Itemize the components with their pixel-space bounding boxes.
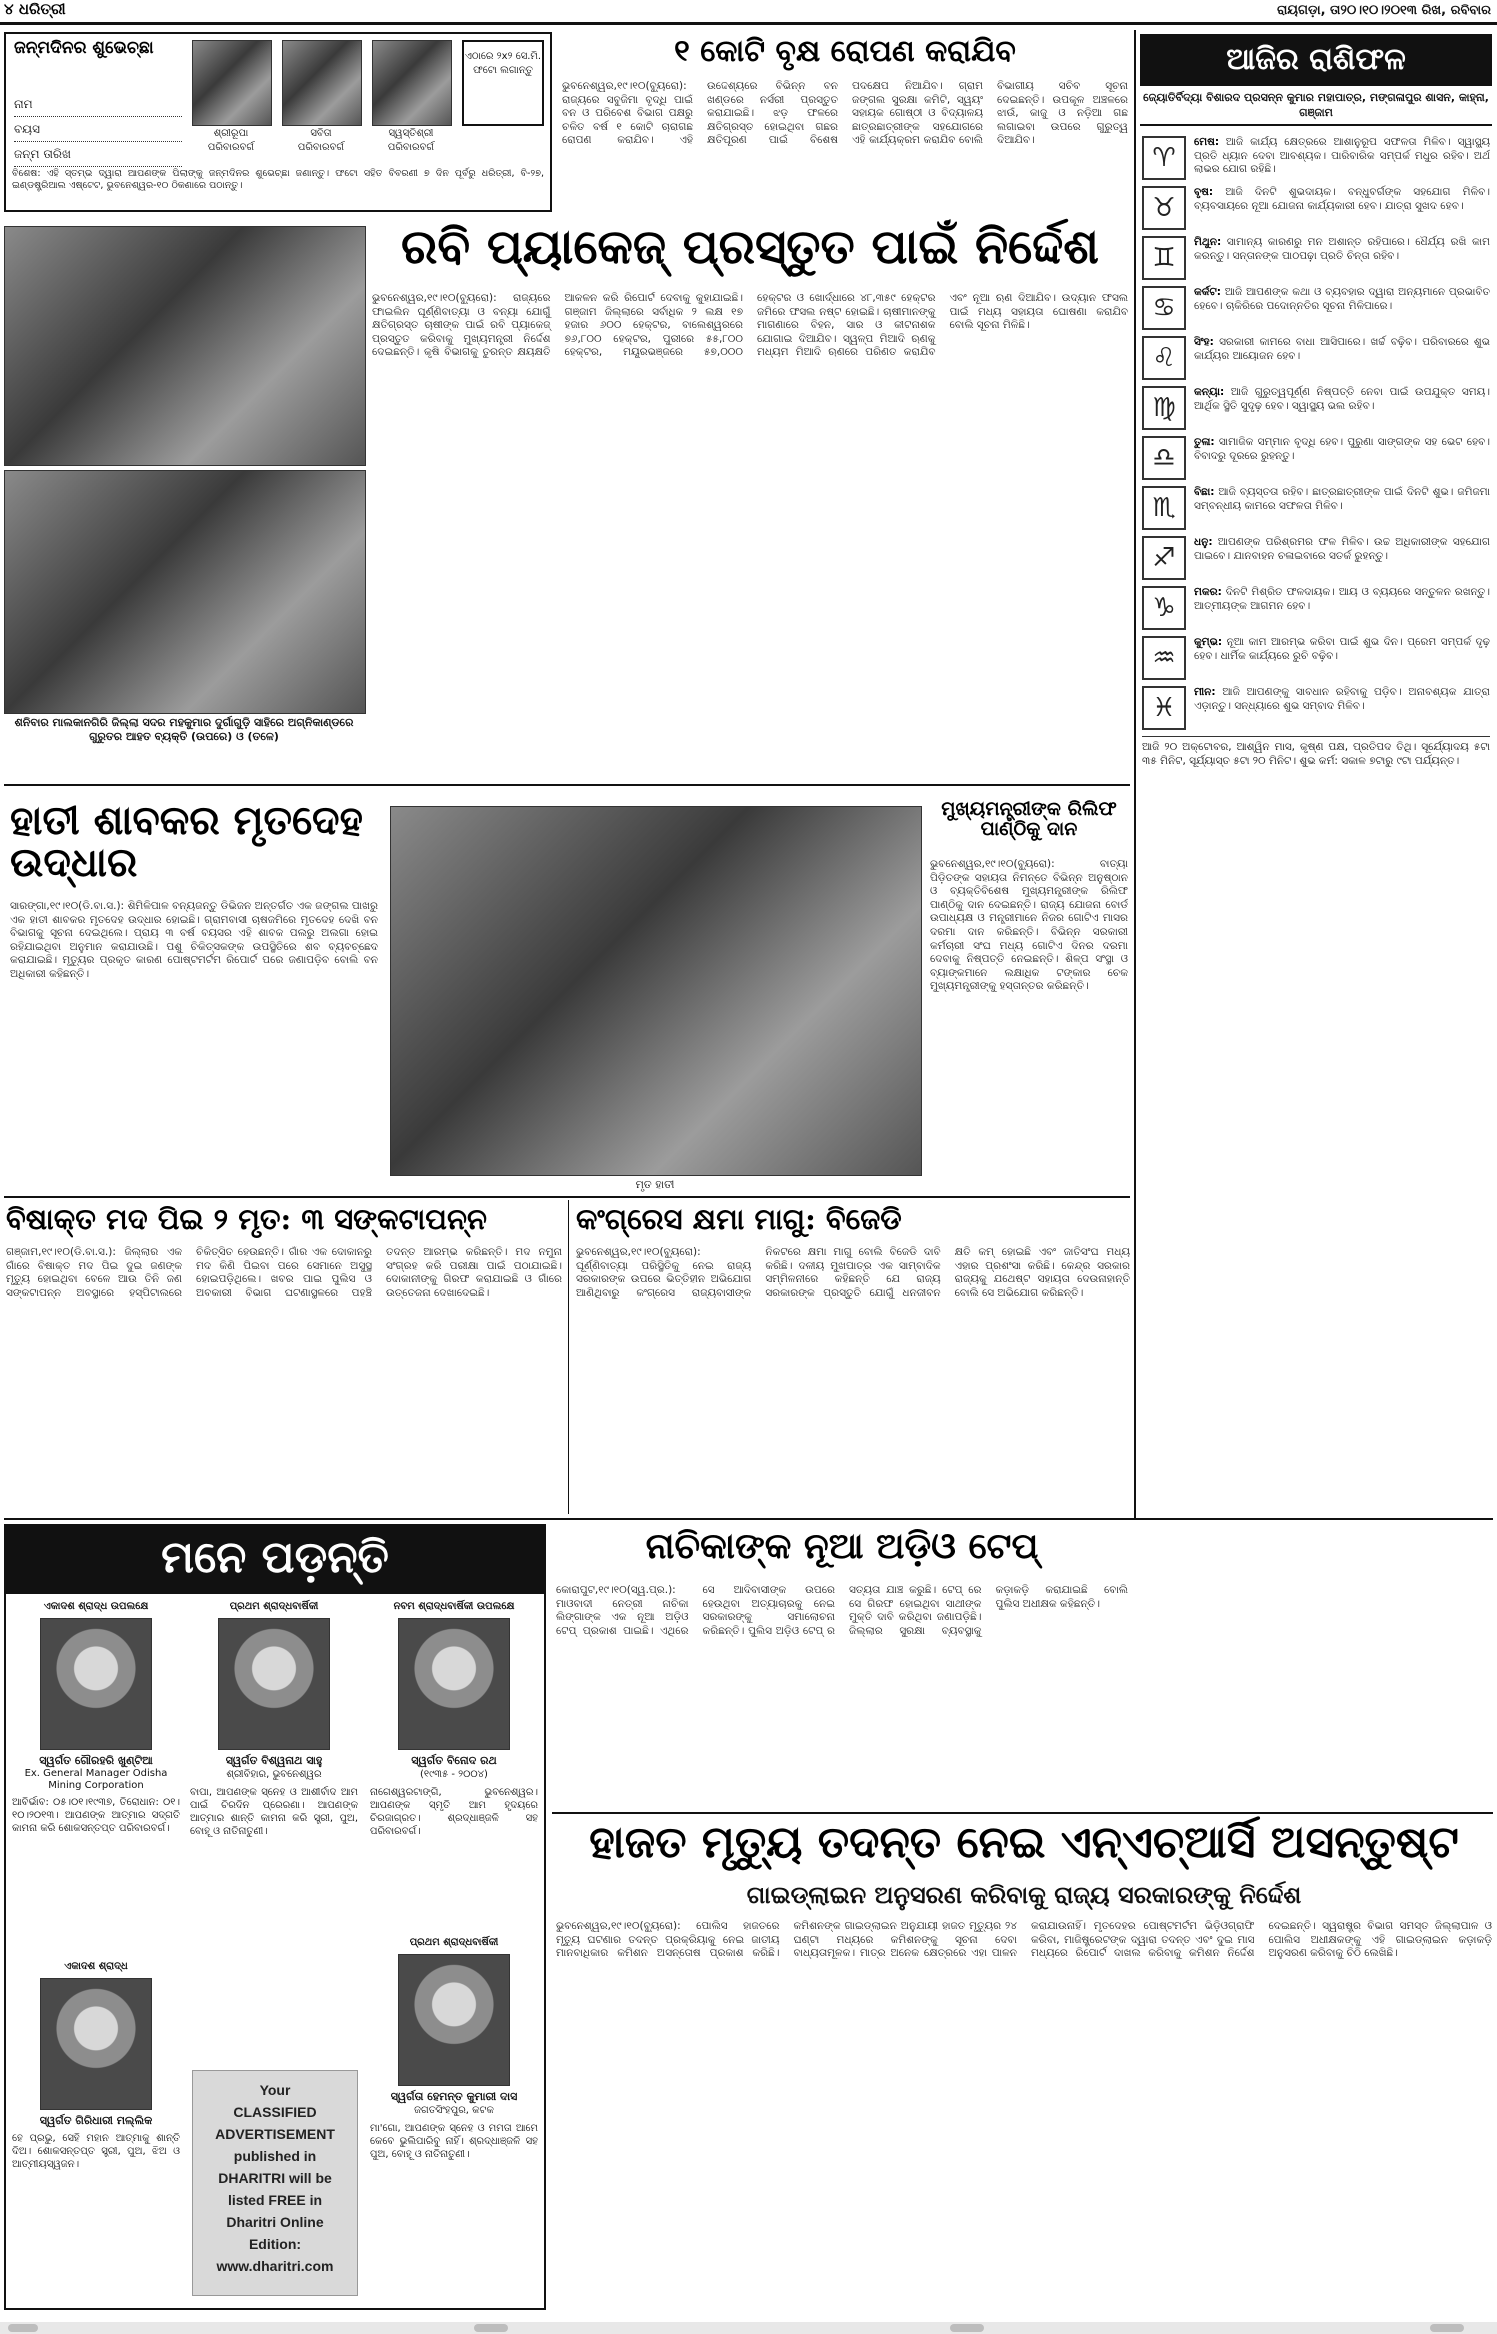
rashi-leo — [1142, 336, 1490, 380]
fire-victim-photo-2 — [4, 470, 366, 714]
rashi-text: ଆଜି ଦିନଟି ଶୁଭଦାୟକ। ବନ୍ଧୁବର୍ଗଙ୍କ ସହଯୋଗ ମିଳିବ। ବ୍ୟବସାୟରେ ନୂଆ ଯୋଜନା କାର୍ଯ୍ୟକାରୀ ହେବ। ଯାତ୍ରା ସୁଖଦ ହେବ। — [1194, 186, 1490, 212]
horizontal-scrollbar[interactable] — [0, 2322, 1497, 2334]
birthday-title: ଜନ୍ମଦିନର ଶୁଭେଚ୍ଛା — [14, 38, 154, 58]
obit-4-text: ହେ ପ୍ରଭୁ, ସେହି ମହାନ ଆତ୍ମାକୁ ଶାନ୍ତି ଦିଅ। ଶୋକସନ୍ତପ୍ତ ସ୍ତ୍ରୀ, ପୁଅ, ଝିଅ ଓ ଆତ୍ମୀୟସ୍ୱଜନ। — [12, 2133, 180, 2170]
classified-line-5: DHARITRI will be — [218, 2170, 332, 2186]
form-name-label: ନାମ — [14, 92, 182, 117]
rashi-text: ଦିନଟି ମିଶ୍ରିତ ଫଳଦାୟକ। ଆୟ ଓ ବ୍ୟୟରେ ସନ୍ତୁଳନ ରଖନ୍ତୁ। ଆତ୍ମୀୟଙ୍କ ଆଗମନ ହେବ। — [1194, 586, 1490, 612]
rashi-text: ନୂଆ କାମ ଆରମ୍ଭ କରିବା ପାଇଁ ଶୁଭ ଦିନ। ପ୍ରେମ ସମ୍ପର୍କ ଦୃଢ଼ ହେବ। ଧାର୍ମିକ କାର୍ଯ୍ୟରେ ରୁଚି ବଢ଼ିବ। — [1194, 636, 1490, 662]
rashifal-list — [1142, 136, 1490, 1506]
relief-headline: ମୁଖ୍ୟମନ୍ତ୍ରୀଙ୍କ ରିଲିଫ ପାଣ୍ଠିକୁ ଦାନ — [941, 798, 1117, 840]
rashi-aquarius — [1142, 636, 1490, 680]
classified-line-6: listed FREE in — [227, 2192, 323, 2208]
obit-2-desc: ଶ୍ରୀବିହାର, ଭୁବନେଶ୍ୱର — [226, 1769, 322, 1780]
masthead-rule — [0, 22, 1497, 25]
obit-5-tag: ପ୍ରଥମ ଶ୍ରାଦ୍ଧବାର୍ଷିକୀ — [409, 1937, 499, 1948]
rashi-text: ଆଜି ଆପଣଙ୍କୁ ସାବଧାନ ରହିବାକୁ ପଡ଼ିବ। ଅନାବଶ୍ୟକ ଯାତ୍ରା ଏଡ଼ାନ୍ତୁ। ସନ୍ଧ୍ୟାରେ ଶୁଭ ସମ୍ବାଦ ମିଳିବ। — [1194, 686, 1490, 712]
rashi-name: ବୃଷ: — [1194, 186, 1214, 198]
section-rule-1 — [4, 784, 1130, 786]
rashi-text: ସରକାରୀ କାମରେ ବାଧା ଆସିପାରେ। ଖର୍ଚ୍ଚ ବଢ଼ିବ। ପରିବାରରେ ଶୁଭ କାର୍ଯ୍ୟର ଆୟୋଜନ ହେବ। — [1194, 336, 1490, 362]
obit-3 — [370, 1600, 538, 1838]
custody-body: ଭୁବନେଶ୍ୱର,୧୯।୧୦(ବ୍ୟୁରୋ): ପୋଲିସ ହାଜତରେ ମୃତ୍ୟୁ ଘଟଣାର ତଦନ୍ତ ପ୍ରକ୍ରିୟାକୁ ନେଇ ଜାତୀୟ ମାନବାଧିକାର କମିଶନ ଅସନ୍ତୋଷ ପ୍ରକାଶ କରିଛି। କମିଶନଙ୍କ ଗାଇଡ୍ଲାଇନ ଅନୁଯାୟୀ ହାଜତ ମୃତ୍ୟୁର ୨୪ ଘଣ୍ଟା ମଧ୍ୟରେ କମିଶନଙ୍କୁ ସୂଚନା ଦେବା ବାଧ୍ୟତାମୂଳକ। ମାତ୍ର ଅନେକ କ୍ଷେତ୍ରରେ ଏହା ପାଳନ କରାଯାଉନାହିଁ। ମୃତଦେହର ପୋଷ୍ଟମର୍ଟମ ଭିଡ଼ିଓଗ୍ରାଫି କରିବା, ମାଜିଷ୍ଟ୍ରେଟଙ୍କ ଦ୍ୱାରା ତଦନ୍ତ ଏବଂ ଦୁଇ ମାସ ମଧ୍ୟରେ ରିପୋର୍ଟ ଦାଖଲ କରିବାକୁ କମିଶନ ନିର୍ଦ୍ଦେଶ ଦେଇଛନ୍ତି। ସ୍ୱରାଷ୍ଟ୍ର ବିଭାଗ ସମସ୍ତ ଜିଲ୍ଲାପାଳ ଓ ପୋଲିସ ଅଧୀକ୍ଷକଙ୍କୁ ଏହି ଗାଇଡ୍ଲାଇନ କଡ଼ାକଡ଼ି ଅନୁସରଣ କରିବାକୁ ଚିଠି ଲେଖିଛି। — [556, 1920, 1492, 1960]
obit-5-photo — [398, 1954, 510, 2086]
classified-box[interactable] — [192, 2070, 358, 2296]
form-dob-label: ଜନ୍ମ ତାରିଖ — [14, 142, 182, 167]
rashi-gemini — [1142, 236, 1490, 280]
audio-headline: ନାଚିକାଙ୍କ ନୂଆ ଅଡ଼ିଓ ଟେପ୍ — [645, 1525, 1039, 1567]
classified-line-8: Edition: — [248, 2236, 302, 2252]
elephant-headline: ହାତୀ ଶାବକର ମୃତଦେହ ଉଦ୍ଧାର — [10, 797, 363, 886]
rashi-text: ଆଜି ଆପଣଙ୍କ କଥା ଓ ବ୍ୟବହାର ଦ୍ୱାରା ଅନ୍ୟମାନେ ପ୍ରଭାବିତ ହେବେ। ଚାକିରିରେ ପଦୋନ୍ନତିର ସୂଚନା ମିଳିପାରେ। — [1194, 286, 1490, 312]
rashi-name: ଧନୁ: — [1194, 536, 1213, 548]
section-rule-4 — [552, 1812, 1493, 1814]
elephant-caption: ମୃତ ହାତୀ — [635, 1178, 675, 1191]
rashi-text: ସାମାଜିକ ସମ୍ମାନ ବୃଦ୍ଧି ହେବ। ପୁରୁଣା ସାଙ୍ଗଙ୍କ ସହ ଭେଟ ହେବ। ବିବାଦରୁ ଦୂରରେ ରୁହନ୍ତୁ। — [1194, 436, 1490, 462]
rashi-libra — [1142, 436, 1490, 480]
aries-icon: ♈ — [1142, 136, 1186, 180]
obit-2-name: ସ୍ୱର୍ଗତ ବିଶ୍ୱନାଥ ସାହୁ — [225, 1754, 323, 1767]
rashi-text: ଆଜି ବ୍ୟସ୍ତତା ରହିବ। ଛାତ୍ରଛାତ୍ରୀଙ୍କ ପାଇଁ ଦିନଟି ଶୁଭ। ଜମିଜମା ସମ୍ବନ୍ଧୀୟ କାମରେ ସଫଳତା ମିଳିବ। — [1194, 486, 1490, 512]
birthday-note: ବିଶେଷ: ଏହି ସ୍ତମ୍ଭ ଦ୍ୱାରା ଆପଣଙ୍କ ପିଲାଙ୍କୁ ଜନ୍ମଦିନର ଶୁଭେଚ୍ଛା ଜଣାନ୍ତୁ। ଫଟୋ ସହିତ ବିବରଣୀ ୭ ଦିନ ପୂର୍ବରୁ ଧରିତ୍ରୀ, ବି-୨୭, ଇଣ୍ଡଷ୍ଟ୍ରିଆଲ ଏଷ୍ଟେଟ, ଭୁବନେଶ୍ୱର-୧୦ ଠିକଣାରେ ପଠାନ୍ତୁ। — [12, 168, 544, 191]
capricorn-icon: ♑ — [1142, 586, 1186, 630]
obit-1-name: ସ୍ୱର୍ଗତ ଗୌରହରି ଖୁଣ୍ଟିଆ — [39, 1754, 153, 1767]
congress-body: ଭୁବନେଶ୍ୱର,୧୯।୧୦(ବ୍ୟୁରୋ): ଘୂର୍ଣ୍ଣିବାତ୍ୟା ପରିସ୍ଥିତିକୁ ନେଇ ରାଜ୍ୟ ସରକାରଙ୍କ ଉପରେ ଭିତ୍ତିହୀନ ଅଭିଯୋଗ ଆଣିଥିବାରୁ କଂଗ୍ରେସ ରାଜ୍ୟବାସୀଙ୍କ ନିକଟରେ କ୍ଷମା ମାଗୁ ବୋଲି ବିଜେଡି ଦାବି କରିଛି। ଦଳୀୟ ମୁଖପାତ୍ର ଏକ ସାମ୍ବାଦିକ ସମ୍ମିଳନୀରେ କହିଛନ୍ତି ଯେ ରାଜ୍ୟ ସରକାରଙ୍କ ପ୍ରସ୍ତୁତି ଯୋଗୁଁ ଧନଜୀବନ କ୍ଷତି କମ୍ ହୋଇଛି ଏବଂ ଜାତିସଂଘ ମଧ୍ୟ ଏହାର ପ୍ରଶଂସା କରିଛି। କେନ୍ଦ୍ର ସରକାର ରାଜ୍ୟକୁ ଯଥେଷ୍ଟ ସହାୟତା ଦେଉନାହାନ୍ତି ବୋଲି ସେ ଅଭିଯୋଗ କରିଛନ୍ତି। — [576, 1246, 1130, 1299]
form-age-label: ବୟସ — [14, 117, 182, 142]
scrollbar-thumb-2[interactable] — [474, 2324, 508, 2332]
rashi-name: ମକର: — [1194, 586, 1222, 598]
fire-photo-caption: ଶନିବାର ମାଲକାନଗିରି ଜିଲ୍ଲା ସଦର ମହକୁମାର ଦୁର୍ଗାଗୁଡ଼ି ସାହିରେ ଅଗ୍ନିକାଣ୍ଡରେ ଗୁରୁତର ଆହତ ବ୍ୟକ୍ତି (ଉପରେ) ଓ (ତଳେ) — [14, 716, 354, 743]
kid-name-1: ଶ୍ରୀରୂପା — [213, 128, 249, 139]
kid-name-3: ସ୍ୱସ୍ତିଶ୍ରୀ — [388, 128, 434, 139]
rabi-body: ଭୁବନେଶ୍ୱର,୧୯।୧୦(ବ୍ୟୁରୋ): ରାଜ୍ୟରେ ଫାଇଲିନ ଘୂର୍ଣ୍ଣିବାତ୍ୟା ଓ ବନ୍ୟା ଯୋଗୁଁ କ୍ଷତିଗ୍ରସ୍ତ ଚାଷୀଙ୍କ ପାଇଁ ରବି ପ୍ୟାକେଜ୍ ପ୍ରସ୍ତୁତ କରିବାକୁ ମୁଖ୍ୟମନ୍ତ୍ରୀ ନିର୍ଦ୍ଦେଶ ଦେଇଛନ୍ତି। କୃଷି ବିଭାଗକୁ ତୁରନ୍ତ କ୍ଷୟକ୍ଷତି ଆକଳନ କରି ରିପୋର୍ଟ ଦେବାକୁ କୁହାଯାଇଛି। ଗଞ୍ଜାମ ଜିଲ୍ଲାରେ ସର୍ବାଧିକ ୨ ଲକ୍ଷ ୧୭ ହଜାର ୬୦୦ ହେକ୍ଟର, ବାଲେଶ୍ୱରରେ ୭୬,୮୦୦ ହେକ୍ଟର, ପୁରୀରେ ୫୫,୮୦୦ ହେକ୍ଟର, ମୟୂରଭଞ୍ଜରେ ୫୭,୦୦୦ ହେକ୍ଟର ଓ ଖୋର୍ଦ୍ଧାରେ ୪୮,୩୫୯ ହେକ୍ଟର ଜମିରେ ଫସଲ ନଷ୍ଟ ହୋଇଛି। ଚାଷୀମାନଙ୍କୁ ମାଗଣାରେ ବିହନ, ସାର ଓ କୀଟନାଶକ ଯୋଗାଇ ଦିଆଯିବ। ସ୍ୱଳ୍ପ ମିଆଦି ଋଣକୁ ମଧ୍ୟମ ମିଆଦି ଋଣରେ ପରିଣତ କରାଯିବ ଏବଂ ନୂଆ ଋଣ ଦିଆଯିବ। ଉଦ୍ୟାନ ଫସଲ ପାଇଁ ମଧ୍ୟ ସହାୟତା ଘୋଷଣା କରାଯିବ ବୋଲି ସୂଚନା ମିଳିଛି। — [372, 292, 1128, 359]
taurus-icon: ♉ — [1142, 186, 1186, 230]
leo-icon: ♌ — [1142, 336, 1186, 380]
rashifal-byline: ଜ୍ୟୋତିର୍ବିଦ୍ୟା ବିଶାରଦ ପ୍ରସନ୍ନ କୁମାର ମହାପାତ୍ର, ମଙ୍ଗଳାପୁର ଶାସନ, କାହ୍ନା, ଗଞ୍ଜାମ — [1140, 90, 1492, 126]
rashi-text: ଆପଣଙ୍କ ପରିଶ୍ରମର ଫଳ ମିଳିବ। ଉଚ୍ଚ ଅଧିକାରୀଙ୍କ ସହଯୋଗ ପାଇବେ। ଯାନବାହନ ଚଳାଇବାରେ ସତର୍କ ରୁହନ୍ତୁ। — [1194, 536, 1490, 562]
obit-1 — [12, 1600, 180, 1835]
masthead — [0, 0, 1497, 20]
rashi-cancer — [1142, 286, 1490, 330]
rashi-pisces — [1142, 686, 1490, 730]
rashi-sagittarius — [1142, 536, 1490, 580]
obit-5-text: ମା'ଗୋ, ଆପଣଙ୍କ ସ୍ନେହ ଓ ମମତା ଆମେ କେବେ ଭୁଲିପାରିବୁ ନାହିଁ। ଶ୍ରଦ୍ଧାଞ୍ଜଳି ସହ ପୁଅ, ବୋହୂ ଓ ନାତିନାତୁଣୀ। — [370, 2123, 538, 2160]
rashi-text: ଆଜି ଗୁରୁତ୍ୱପୂର୍ଣ୍ଣ ନିଷ୍ପତ୍ତି ନେବା ପାଇଁ ଉପଯୁକ୍ତ ସମୟ। ଆର୍ଥିକ ସ୍ଥିତି ସୁଦୃଢ଼ ହେବ। ସ୍ୱାସ୍ଥ୍ୟ ଭଲ ରହିବ। — [1194, 386, 1490, 412]
elephant-photo — [390, 806, 922, 1176]
scrollbar-thumb-3[interactable] — [950, 2324, 984, 2332]
section-rule-3 — [4, 1518, 1493, 1520]
obit-3-tag: ନବମ ଶ୍ରାଦ୍ଧବାର୍ଷିକୀ ଉପଲକ୍ଷେ — [393, 1601, 515, 1612]
scrollbar-thumb-1[interactable] — [8, 2324, 38, 2332]
elephant-body: ସାରଙ୍ଗା,୧୯।୧୦(ଡି.ବା.ସ.): ଶିମିଳିପାଳ ବନ୍ୟଜନ୍ତୁ ଡିଭିଜନ ଅନ୍ତର୍ଗତ ଏକ ଜଙ୍ଗଲ ପାଖରୁ ଏକ ହାତୀ ଶାବକର ମୃତଦେହ ଉଦ୍ଧାର ହୋଇଛି। ଗ୍ରାମବାସୀ ଚାଷଜମିରେ ମୃତଦେହ ଦେଖି ବନ ବିଭାଗକୁ ସୂଚନା ଦେଇଥିଲେ। ପ୍ରାୟ ୩ ବର୍ଷ ବୟସର ଏହି ଶାବକ ପଲରୁ ଅଲଗା ହୋଇ ରହିଯାଇଥିବା ଅନୁମାନ କରାଯାଉଛି। ପଶୁ ଚିକିତ୍ସକଙ୍କ ଉପସ୍ଥିତିରେ ଶବ ବ୍ୟବଚ୍ଛେଦ କରାଯାଇଛି। ମୃତ୍ୟୁର ପ୍ରକୃତ କାରଣ ପୋଷ୍ଟମର୍ଟମ ରିପୋର୍ଟ ପରେ ଜଣାପଡ଼ିବ ବୋଲି ବନ ଅଧିକାରୀ କହିଛନ୍ତି। — [10, 900, 378, 980]
rashi-name: କନ୍ୟା: — [1194, 386, 1225, 398]
liquor-divider — [568, 1200, 569, 1514]
rashi-name: କର୍କଟ: — [1194, 286, 1221, 298]
audio-body: କୋରାପୁଟ,୧୯।୧୦(ସ୍ୱ.ପ୍ର.): ମାଓବାଦୀ ନେତ୍ରୀ ନାଚିକା ଲିଙ୍ଗାଙ୍କ ଏକ ନୂଆ ଅଡ଼ିଓ ଟେପ୍ ପ୍ରକାଶ ପାଇଛି। ଏଥିରେ ସେ ଆଦିବାସୀଙ୍କ ଉପରେ ହେଉଥିବା ଅତ୍ୟାଚାରକୁ ନେଇ ସରକାରଙ୍କୁ ସମାଲୋଚନା କରିଛନ୍ତି। ପୁଲିସ ଅଡ଼ିଓ ଟେପ୍ ର ସତ୍ୟତା ଯାଞ୍ଚ କରୁଛି। ଟେପ୍ ରେ ସେ ଗିରଫ ହୋଇଥିବା ସାଥୀଙ୍କ ମୁକ୍ତି ଦାବି କରିଥିବା ଜଣାପଡ଼ିଛି। ଜିଲ୍ଲାର ସୁରକ୍ଷା ବ୍ୟବସ୍ଥାକୁ କଡ଼ାକଡ଼ି କରାଯାଇଛି ବୋଲି ପୁଲିସ ଅଧୀକ୍ଷକ କହିଛନ୍ତି। — [556, 1584, 1128, 1637]
custody-subhead: ଗାଇଡ୍ଲାଇନ ଅନୁସରଣ କରିବାକୁ ରାଜ୍ୟ ସରକାରଙ୍କୁ ନିର୍ଦ୍ଦେଶ — [746, 1880, 1302, 1909]
birthday-box — [4, 32, 552, 212]
rashi-capricorn — [1142, 586, 1490, 630]
rashi-name: ତୁଳା: — [1194, 436, 1215, 448]
mane-banner-text: ମନେ ପଡ଼ନ୍ତି — [161, 1531, 389, 1583]
obit-4 — [12, 1960, 180, 2171]
relief-body: ଭୁବନେଶ୍ୱର,୧୯।୧୦(ବ୍ୟୁରୋ): ବାତ୍ୟା ପିଡ଼ିତଙ୍କ ସହାୟତା ନିମନ୍ତେ ବିଭିନ୍ନ ଅନୁଷ୍ଠାନ ଓ ବ୍ୟକ୍ତିବିଶେଷ ମୁଖ୍ୟମନ୍ତ୍ରୀଙ୍କ ରିଲିଫ ପାଣ୍ଠିକୁ ଦାନ ଦେଇଛନ୍ତି। ରାଜ୍ୟ ଯୋଜନା ବୋର୍ଡ ଉପାଧ୍ୟକ୍ଷ ଓ ମନ୍ତ୍ରୀମାନେ ନିଜର ଗୋଟିଏ ମାସର ଦରମା ଦାନ କରିଛନ୍ତି। ବିଭିନ୍ନ ସରକାରୀ କର୍ମଚାରୀ ସଂଘ ମଧ୍ୟ ଗୋଟିଏ ଦିନର ଦରମା ଦେବାକୁ ନିଷ୍ପତ୍ତି ନେଇଛନ୍ତି। ଶିଳ୍ପ ସଂସ୍ଥା ଓ ବ୍ୟାଙ୍କମାନେ ଲକ୍ଷାଧିକ ଟଙ୍କାର ଚେକ ମୁଖ୍ୟମନ୍ତ୍ରୀଙ୍କୁ ହସ୍ତାନ୍ତର କରିଛନ୍ତି। — [930, 858, 1128, 993]
rashi-text: ଆଜି କାର୍ଯ୍ୟ କ୍ଷେତ୍ରରେ ଆଶାନୁରୂପ ସଫଳତା ମିଳିବ। ସ୍ୱାସ୍ଥ୍ୟ ପ୍ରତି ଧ୍ୟାନ ଦେବା ଆବଶ୍ୟକ। ପାରିବାରିକ ସମ୍ପର୍କ ମଧୁର ରହିବ। ଅର୍ଥ ଲାଭର ଯୋଗ ରହିଛି। — [1194, 136, 1490, 176]
liquor-headline: ବିଷାକ୍ତ ମଦ ପିଇ ୨ ମୃତ: ୩ ସଙ୍କଟାପନ୍ନ — [6, 1202, 487, 1236]
tree-headline: ୧ କୋଟି ବୃକ୍ଷ ରୋପଣ କରାଯିବ — [674, 34, 1016, 69]
sagittarius-icon: ♐ — [1142, 536, 1186, 580]
custody-headline: ହାଜତ ମୃତ୍ୟୁ ତଦନ୍ତ ନେଇ ଏନ୍ଏଚ୍ଆର୍ସି ଅସନ୍ତୁଷ୍ଟ — [589, 1817, 1459, 1868]
kid-photo-1 — [192, 40, 272, 126]
kid-sub-2: ପରିବାରବର୍ଗ — [297, 142, 345, 153]
classified-line-2: CLASSIFIED — [233, 2104, 317, 2120]
rashi-text: ସାମାନ୍ୟ କାରଣରୁ ମନ ଅଶାନ୍ତ ରହିପାରେ। ଧୈର୍ଯ୍ୟ ରଖି କାମ କରନ୍ତୁ। ସନ୍ତାନଙ୍କ ପାଠପଢ଼ା ପ୍ରତି ଚିନ୍ତା ରହିବ। — [1194, 236, 1490, 262]
kid-photo-2 — [282, 40, 362, 126]
rashi-virgo — [1142, 386, 1490, 430]
panchang-text: ଆଜି ୨୦ ଅକ୍ଟୋବର, ଆଶ୍ୱିନ ମାସ, କୃଷ୍ଣ ପକ୍ଷ, ପ୍ରତିପଦ ତିଥି। ସୂର୍ଯ୍ୟୋଦୟ ୫ଟା ୩୫ ମିନିଟ, ସୂର୍ଯ୍ୟାସ୍ତ ୫ଟା ୨୦ ମିନିଟ। ଶୁଭ କର୍ମ: ସକାଳ ୭ଟାରୁ ୯ଟା ପର୍ଯ୍ୟନ୍ତ। — [1142, 736, 1490, 768]
classified-line-1: Your — [259, 2082, 291, 2098]
gemini-icon: ♊ — [1142, 236, 1186, 280]
classified-line-3: ADVERTISEMENT — [215, 2126, 335, 2142]
obit-2-photo — [218, 1618, 330, 1750]
rashi-taurus — [1142, 186, 1490, 230]
obit-4-tag: ଏକାଦଶ ଶ୍ରାଦ୍ଧ — [64, 1961, 128, 1972]
obit-2-tag: ପ୍ରଥମ ଶ୍ରାଦ୍ଧବାର୍ଷିକୀ — [229, 1601, 319, 1612]
section-rule-2 — [4, 1196, 1130, 1198]
kid-sub-1: ପରିବାରବର୍ଗ — [207, 142, 255, 153]
obit-1-desc: Ex. General Manager Odisha Mining Corporation — [24, 1768, 168, 1791]
fire-victim-photo-1 — [4, 226, 366, 466]
dateline: ରାୟଗଡ଼ା, ତା୨୦।୧୦।୨୦୧୩ ରିଖ, ରବିବାର — [1276, 3, 1491, 18]
page-label: ୪ ଧରିତ୍ରୀ — [4, 0, 66, 18]
kid-sub-3: ପରିବାରବର୍ଗ — [387, 142, 435, 153]
obit-5-name: ସ୍ୱର୍ଗତା ହେମନ୍ତ କୁମାରୀ ଦାସ — [390, 2090, 518, 2103]
mane-banner — [4, 1524, 546, 1592]
tree-body: ଭୁବନେଶ୍ୱର,୧୯।୧୦(ବ୍ୟୁରୋ): ରାଜ୍ୟରେ ସବୁଜିମା ବୃଦ୍ଧି ପାଇଁ ବନ ଓ ପରିବେଶ ବିଭାଗ ପକ୍ଷରୁ ଚଳିତ ବର୍ଷ ୧ କୋଟି ଚାରାଗଛ ରୋପଣ କରାଯିବ। ଏହି ଉଦ୍ଦେଶ୍ୟରେ ବିଭିନ୍ନ ବନ ଖଣ୍ଡରେ ନର୍ସରୀ ପ୍ରସ୍ତୁତ କରାଯାଇଛି। ଝଡ଼ ଫଳରେ କ୍ଷତିଗ୍ରସ୍ତ ହୋଇଥିବା ଗଛର କ୍ଷତିପୂରଣ ପାଇଁ ବିଶେଷ ପଦକ୍ଷେପ ନିଆଯିବ। ଗ୍ରାମ ଜଙ୍ଗଲ ସୁରକ୍ଷା କମିଟି, ସ୍ୱୟଂ ସହାୟକ ଗୋଷ୍ଠୀ ଓ ବିଦ୍ୟାଳୟ ଛାତ୍ରଛାତ୍ରୀଙ୍କ ସହଯୋଗରେ ଏହି କାର୍ଯ୍ୟକ୍ରମ କରାଯିବ ବୋଲି ବିଭାଗୀୟ ସଚିବ ସୂଚନା ଦେଇଛନ୍ତି। ଉପକୂଳ ଅଞ୍ଚଳରେ ଝାଉଁ, କାଜୁ ଓ ନଡ଼ିଆ ଗଛ ଲଗାଇବା ଉପରେ ଗୁରୁତ୍ୱ ଦିଆଯିବ। — [562, 80, 1128, 147]
obit-5-desc: ଜଗତସିଂହପୁର, କଟକ — [414, 2105, 494, 2116]
pisces-icon: ♓ — [1142, 686, 1186, 730]
cancer-icon: ♋ — [1142, 286, 1186, 330]
obit-3-photo — [398, 1618, 510, 1750]
rashi-name: କୁମ୍ଭ: — [1194, 636, 1223, 648]
obit-1-tag: ଏକାଦଶ ଶ୍ରାଦ୍ଧ ଉପଲକ୍ଷେ — [43, 1601, 149, 1612]
obit-3-name: ସ୍ୱର୍ଗତ ବିନୋଦ ରଥ — [411, 1754, 497, 1767]
scrollbar-thumb-4[interactable] — [1430, 2324, 1464, 2332]
birthday-form — [14, 92, 182, 167]
rashi-scorpio — [1142, 486, 1490, 530]
aquarius-icon: ♒ — [1142, 636, 1186, 680]
obit-5 — [370, 1936, 538, 2161]
obit-1-text: ଆବିର୍ଭାବ: ୦୫।୦୧।୧୯୩୭, ତିରୋଧାନ: ୦୧।୧୦।୨୦୧୩। ଆପଣଙ୍କ ଆତ୍ମାର ସଦ୍ଗତି କାମନା କରି ଶୋକସନ୍ତପ୍ତ ପରିବାରବର୍ଗ। — [12, 1797, 180, 1834]
obit-4-photo — [40, 1978, 152, 2110]
rashi-name: ବିଛା: — [1194, 486, 1215, 498]
scorpio-icon: ♏ — [1142, 486, 1186, 530]
obit-1-photo — [40, 1618, 152, 1750]
rashi-name: ସିଂହ: — [1194, 336, 1214, 348]
rabi-headline: ରବି ପ୍ୟାକେଜ୍ ପ୍ରସ୍ତୁତ ପାଇଁ ନିର୍ଦ୍ଦେଶ — [401, 219, 1099, 275]
rashi-aries — [1142, 136, 1490, 180]
virgo-icon: ♍ — [1142, 386, 1186, 430]
kid-photo-3 — [372, 40, 452, 126]
rashi-name: ମେଷ: — [1194, 136, 1220, 148]
liquor-body: ଗଞ୍ଜାମ,୧୯।୧୦(ଡି.ବା.ସ.): ଜିଲ୍ଲାର ଏକ ଗାଁରେ ବିଷାକ୍ତ ମଦ ପିଇ ଦୁଇ ଜଣଙ୍କ ମୃତ୍ୟୁ ହୋଇଥିବା ବେଳେ ଆଉ ତିନି ଜଣ ସଙ୍କଟାପନ୍ନ ଅବସ୍ଥାରେ ହସ୍ପିଟାଲରେ ଚିକିତ୍ସିତ ହେଉଛନ୍ତି। ଗାଁର ଏକ ଦୋକାନରୁ ମଦ କିଣି ପିଇବା ପରେ ସେମାନେ ଅସୁସ୍ଥ ହୋଇପଡ଼ିଥିଲେ। ଖବର ପାଇ ପୁଲିସ ଓ ଅବକାରୀ ବିଭାଗ ଘଟଣାସ୍ଥଳରେ ପହଞ୍ଚି ତଦନ୍ତ ଆରମ୍ଭ କରିଛନ୍ତି। ମଦ ନମୁନା ସଂଗ୍ରହ କରି ପରୀକ୍ଷା ପାଇଁ ପଠାଯାଇଛି। ଦୋକାନୀଙ୍କୁ ଗିରଫ କରାଯାଇଛି ଓ ଗାଁରେ ଉତ୍ତେଜନା ଦେଖାଦେଇଛି। — [6, 1246, 562, 1299]
obit-3-desc: (୧୯୩୫ - ୨୦୦୪) — [420, 1769, 488, 1780]
libra-icon: ♎ — [1142, 436, 1186, 480]
rashifal-divider — [1134, 30, 1136, 1520]
classified-line-4: published in — [233, 2148, 317, 2164]
rashi-name: ମିଥୁନ: — [1194, 236, 1222, 248]
classified-line-7: Dharitri Online — [226, 2214, 324, 2230]
classified-link[interactable]: www.dharitri.com — [216, 2258, 334, 2274]
obit-4-name: ସ୍ୱର୍ଗତ ଗିରିଧାରୀ ମଲ୍ଲିକ — [39, 2114, 153, 2127]
obit-2 — [190, 1600, 358, 1838]
photo-slot: ଏଠାରେ ୨x୨ ସେ.ମି. ଫଟୋ ଲଗାନ୍ତୁ — [462, 40, 544, 126]
rashi-name: ମୀନ: — [1194, 686, 1216, 698]
rashifal-title-text: ଆଜିର ରାଶିଫଳ — [1226, 42, 1406, 78]
congress-headline: କଂଗ୍ରେସ କ୍ଷମା ମାଗୁ: ବିଜେଡି — [576, 1202, 902, 1236]
obit-2-text: ବାପା, ଆପଣଙ୍କ ସ୍ନେହ ଓ ଆଶୀର୍ବାଦ ଆମ ପାଇଁ ଚିରଦିନ ପ୍ରେରଣା। ଆପଣଙ୍କ ଆତ୍ମାର ଶାନ୍ତି କାମନା କରି ସ୍ତ୍ରୀ, ପୁଅ, ବୋହୂ ଓ ନାତିନାତୁଣୀ। — [190, 1787, 358, 1837]
rashifal-title — [1140, 34, 1492, 86]
obit-3-text: ନାଗେଶ୍ୱରଟାଙ୍ଗି, ଭୁବନେଶ୍ୱର। ଆପଣଙ୍କ ସ୍ମୃତି ଆମ ହୃଦୟରେ ଚିରଜାଗ୍ରତ। ଶ୍ରଦ୍ଧାଞ୍ଜଳି ସହ ପରିବାରବର୍ଗ। — [370, 1787, 538, 1837]
kid-name-2: ସବିତା — [310, 128, 332, 139]
